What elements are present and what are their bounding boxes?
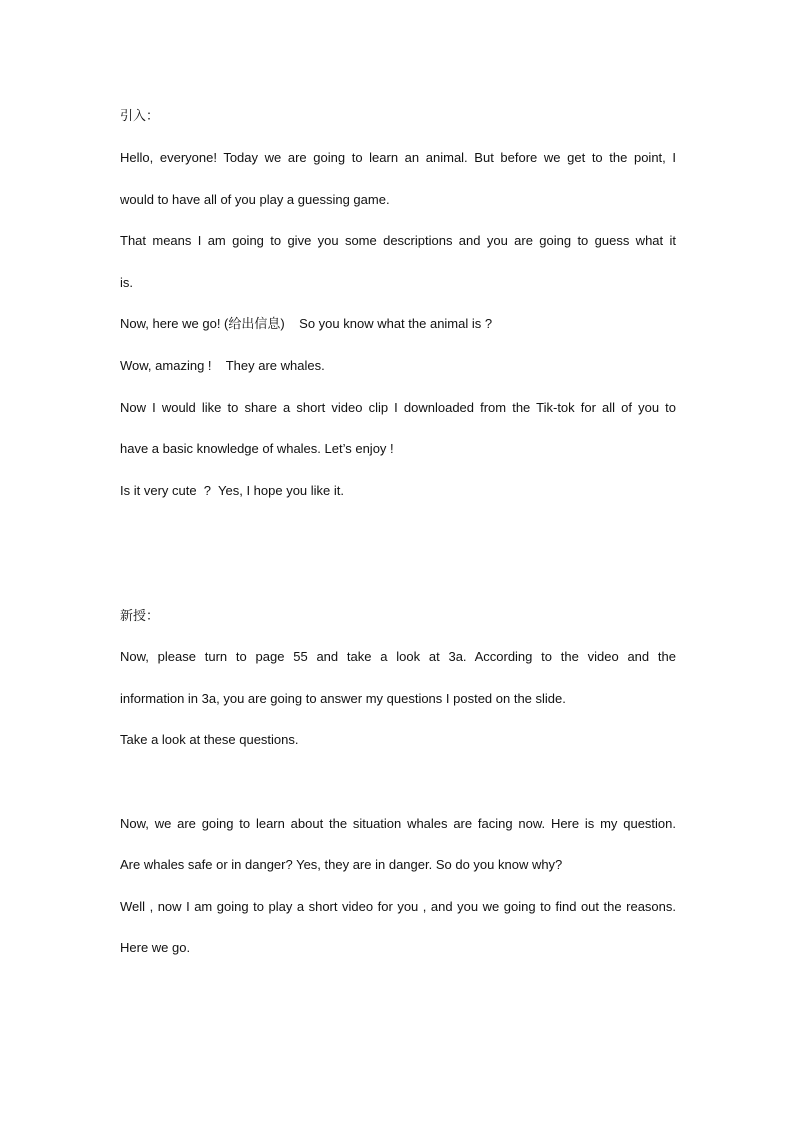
new-line-6: Well , now I am going to play a short video for you , and you we going to find out the reasons.: [120, 899, 676, 914]
new-line-3: Take a look at these questions.: [120, 732, 299, 747]
new-line-2: information in 3a, you are going to answer my questions I posted on the slide.: [120, 691, 566, 706]
intro-heading: 引入：: [120, 108, 160, 123]
new-line-7: Here we go.: [120, 940, 191, 955]
new-line-1: Now, please turn to page 55 and take a look at 3a. According to the video and the: [120, 649, 676, 664]
intro-line-5: Now, here we go! (给出信息) So you know what the animal is ?: [120, 316, 493, 331]
new-lesson-heading: 新授：: [120, 608, 160, 623]
intro-line-4: is.: [120, 275, 133, 290]
new-line-5: Are whales safe or in danger? Yes, they are in danger. So do you know why?: [120, 857, 563, 872]
new-line-4: Now, we are going to learn about the situation whales are facing now. Here is my question.: [120, 816, 676, 831]
intro-line-2: would to have all of you play a guessing game.: [120, 192, 390, 207]
intro-line-6: Wow, amazing ! They are whales.: [120, 358, 325, 373]
intro-line-1: Hello, everyone! Today we are going to learn an animal. But before we get to the point, I: [120, 150, 676, 165]
intro-line-9: Is it very cute ? Yes, I hope you like it.: [120, 483, 345, 498]
intro-line-3: That means I am going to give you some descriptions and you are going to guess what it: [120, 233, 676, 248]
intro-line-7: Now I would like to share a short video clip I downloaded from the Tik-tok for all of you to: [120, 400, 676, 415]
intro-line-8: have a basic knowledge of whales. Let’s enjoy !: [120, 441, 394, 456]
